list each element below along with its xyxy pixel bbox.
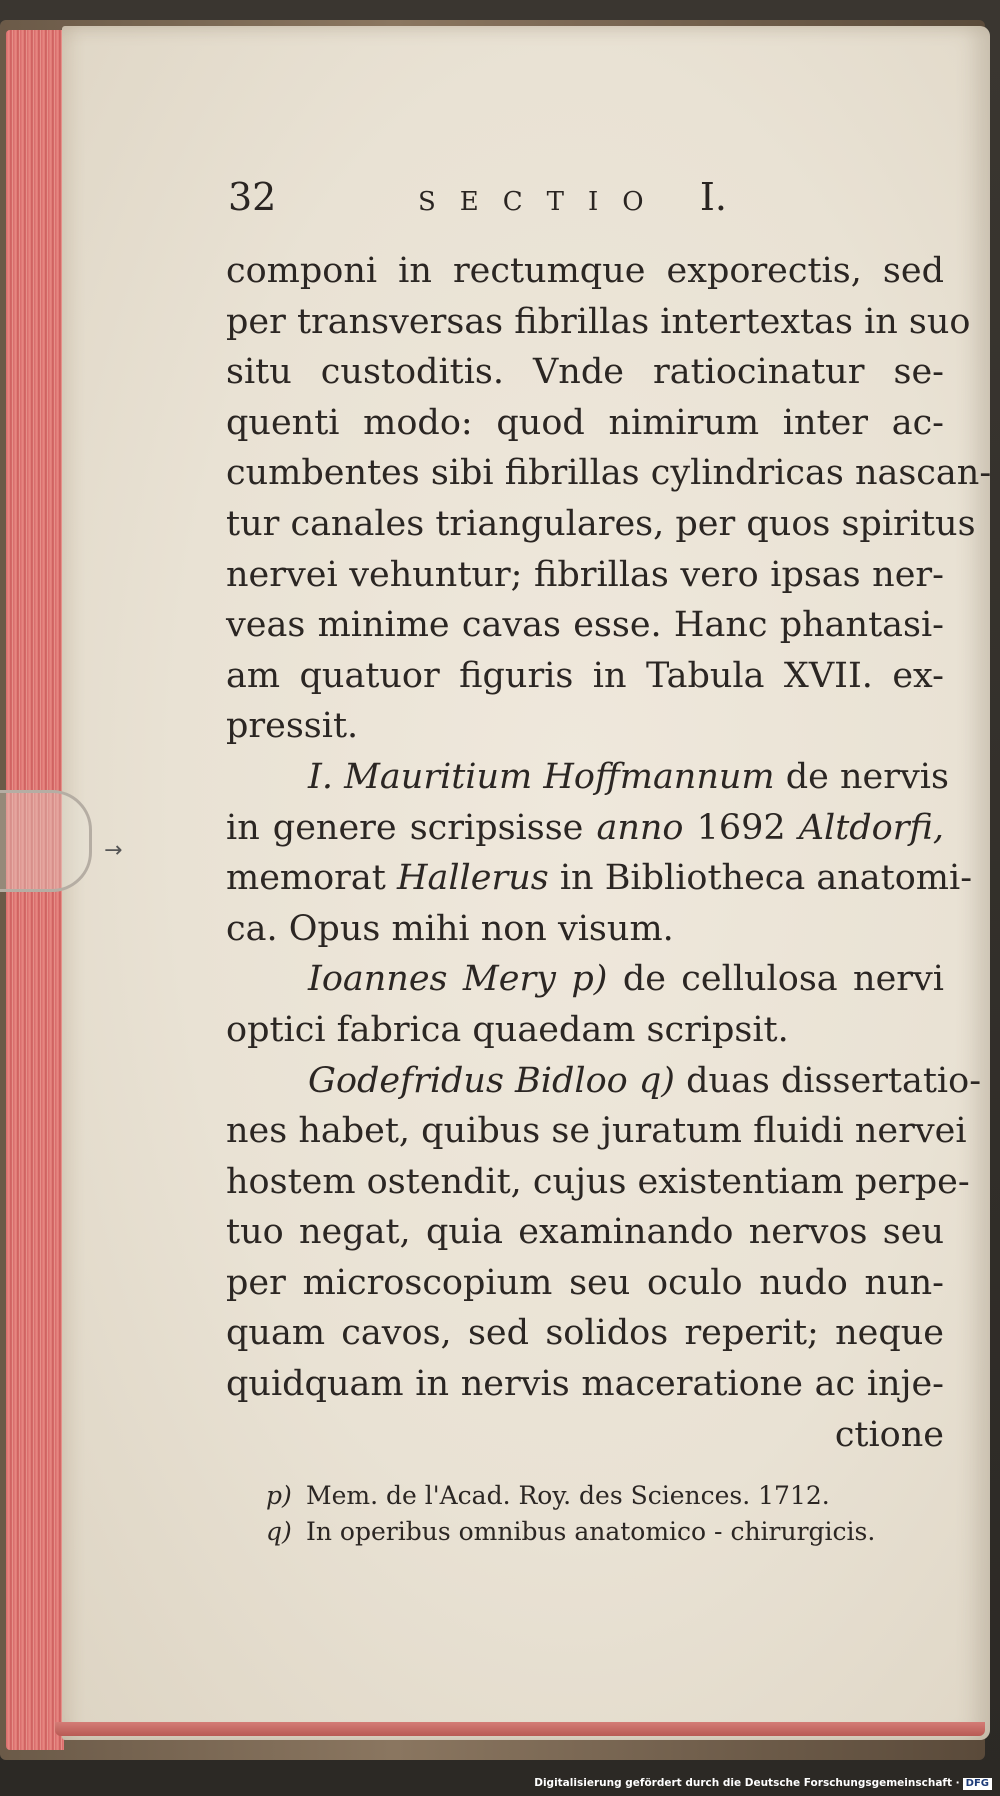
footnote-text: In operibus omnibus anatomico - chirurgicis. xyxy=(306,1517,876,1546)
author-name: Godefridus Bidloo xyxy=(308,1060,628,1101)
text-line: veas minime cavas esse. Hanc phantasi- xyxy=(226,605,944,646)
section-title xyxy=(418,172,727,227)
text-line: hostem ostendit, cujus existentiam perpe- xyxy=(226,1161,970,1202)
dfg-logo: DFG xyxy=(963,1778,992,1790)
credit-text: Digitalisierung gefördert durch die Deutsche Forschungsgemeinschaft · xyxy=(534,1777,960,1789)
digitization-credit xyxy=(534,1777,992,1790)
text-line: ca. Opus mihi non visum. xyxy=(226,908,674,949)
text-line: nes habet, quibus se juratum fluidi nervei xyxy=(226,1111,967,1152)
year: 1692 xyxy=(696,807,786,848)
text-fragment: duas dissertatio- xyxy=(686,1060,982,1101)
text-line: optici fabrica quaedam scripsit. xyxy=(226,1009,789,1050)
author-name: Hallerus xyxy=(396,858,549,899)
text-line: tur canales triangulares, per quos spiritus xyxy=(226,503,976,544)
text-fragment: anno xyxy=(596,807,684,848)
text-line: quam cavos, sed solidos reperit; neque xyxy=(226,1313,944,1354)
section-title-word: SECTIO xyxy=(418,187,668,217)
author-name: Ioannes Mery xyxy=(308,959,556,1000)
text-fragment: memorat xyxy=(226,858,386,899)
text-line: componi in rectumque exporectis, sed xyxy=(226,251,944,291)
place-name: Altdorfi, xyxy=(798,807,944,848)
text-line: cumbentes sibi fibrillas cylindricas nascan- xyxy=(226,453,992,494)
bidloo-paragraph-start xyxy=(226,1056,982,1107)
footnote xyxy=(266,1478,926,1514)
text-fragment: in genere scripsisse xyxy=(226,807,584,848)
text-line: nervei vehuntur; fibrillas vero ipsas ner- xyxy=(226,554,944,595)
body-text xyxy=(226,246,992,1460)
footnote-ref: p) xyxy=(571,959,608,1000)
text-line xyxy=(226,803,944,854)
text-fragment: in Bibliotheca anatomi- xyxy=(559,858,973,899)
text-fragment: de cellulosa nervi xyxy=(622,959,944,1000)
text-line: quenti modo: quod nimirum inter ac- xyxy=(226,402,944,443)
text-line: per microscopium seu oculo nudo nun- xyxy=(226,1262,944,1303)
footnotes xyxy=(266,1478,926,1550)
author-name: I. Mauritium Hoffmannum xyxy=(308,756,775,797)
text-fragment: de nervis xyxy=(785,756,949,797)
bookmark-clip xyxy=(0,790,92,892)
mery-paragraph-start xyxy=(226,954,944,1005)
page-bottom-edge xyxy=(55,1722,985,1736)
catchword: ctione xyxy=(834,1414,944,1455)
text-line: per transversas fibrillas intertextas in suo xyxy=(226,301,971,342)
page-number: 32 xyxy=(228,175,277,219)
hoffmann-paragraph-start xyxy=(226,752,949,803)
footnote-mark: p) xyxy=(266,1481,292,1510)
text-line: quidquam in nervis maceratione ac inje- xyxy=(226,1364,944,1405)
text-line: tuo negat, quia examinando nervos seu xyxy=(226,1212,944,1253)
footnote-mark: q) xyxy=(266,1517,292,1546)
text-line: pressit. xyxy=(226,706,359,747)
margin-arrow-icon: → xyxy=(104,838,123,863)
text-line: am quatuor figuris in Tabula XVII. ex- xyxy=(226,655,944,696)
section-numeral: I. xyxy=(699,175,727,219)
footnote xyxy=(266,1514,926,1550)
footnote-ref: q) xyxy=(638,1060,675,1101)
text-line xyxy=(226,853,973,904)
text-line: situ custoditis. Vnde ratiocinatur se- xyxy=(226,352,944,393)
footnote-text: Mem. de l'Acad. Roy. des Sciences. 1712. xyxy=(306,1481,830,1510)
running-head xyxy=(228,172,768,222)
